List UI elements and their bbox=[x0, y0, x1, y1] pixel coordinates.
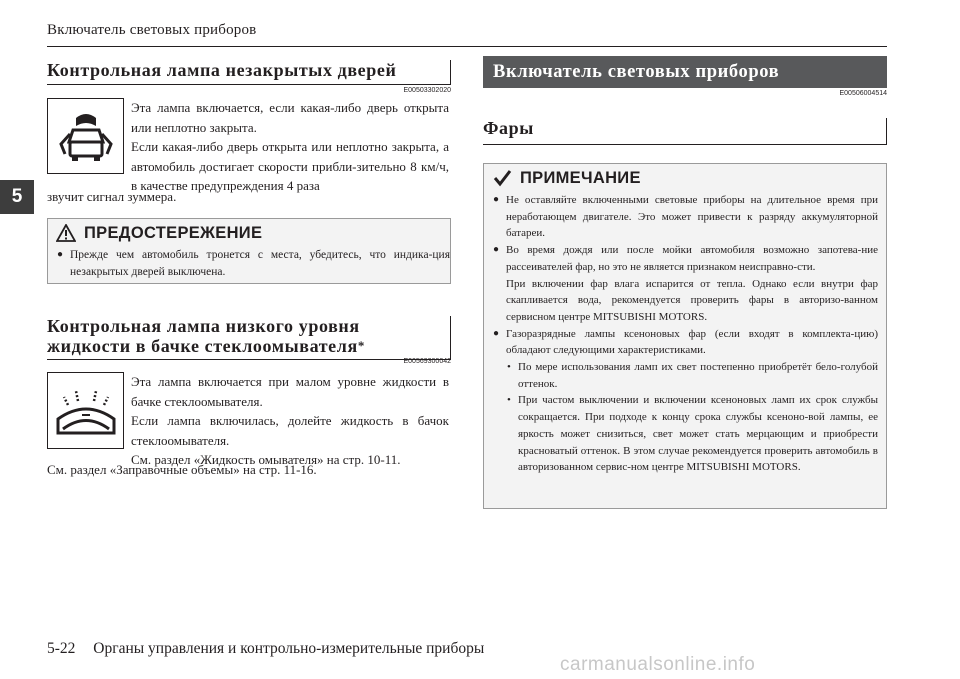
note-check-icon bbox=[492, 168, 512, 188]
note-header bbox=[484, 164, 886, 192]
page-footer bbox=[47, 640, 484, 658]
warning-item: ● Прежде чем автомобиль тронется с места, убедитесь, что индика-ция незакрытых дверей выключена. bbox=[48, 247, 450, 280]
running-header: Включатель световых приборов bbox=[47, 22, 257, 38]
note-item-2-continued: При включении фар влага испарится от тепла. Однако если внутри фар скапливается вода, рекомендуется проверить фары в авторизо-ванном сервисном центре MITSUBISHI MOTORS. bbox=[506, 277, 878, 323]
washer-fluid-icon bbox=[47, 372, 124, 449]
headlights-subsection-title: Фары bbox=[483, 118, 887, 145]
note-heading: ПРИМЕЧАНИЕ bbox=[520, 168, 641, 187]
door-lamp-text-part1: Эта лампа включается, если какая-либо дверь открыта или неплотно закрыта. Если какая-либо дверь открыта или неплотно закрыта, а автомобиль достигает скорости прибли-зительно 8 км/ч, в качестве предупреждения 4 раза bbox=[131, 100, 449, 194]
door-lamp-text-part2: звучит сигнал зуммера. bbox=[47, 189, 177, 204]
door-ajar-icon bbox=[47, 98, 124, 174]
warning-header bbox=[48, 219, 450, 247]
note-subitem-1: • По мере использования ламп их свет постепенно приобретёт бело-голубой оттенок. bbox=[484, 359, 878, 392]
washer-lamp-section-code: E00569300042 bbox=[403, 358, 451, 365]
note-box bbox=[483, 163, 887, 509]
door-lamp-section-code: E00503302020 bbox=[403, 87, 451, 94]
warning-heading: ПРЕДОСТЕРЕЖЕНИЕ bbox=[84, 223, 263, 242]
washer-lamp-section-title: Контрольная лампа низкого уровня жидкости в бачке стеклоомывателя* bbox=[47, 316, 451, 360]
door-lamp-section-title: Контрольная лампа незакрытых дверей bbox=[47, 60, 451, 85]
note-item-1: ● Не оставляйте включенными световые приборы на длительное время при неработающем двигателе. Это может привести к разряду аккумуляторной батареи. bbox=[484, 192, 878, 242]
note-subitem-2: • При частом выключении и включении ксеноновых ламп их срок службы сокращается. При подходе к концу срока службы ксеноно-вой лампы, ее яркость может снизиться, свет может стать мерцающим и приобрести красноватый оттенок. В этом случае рекомендуется проверить автомобиль в авторизованном сервис-ном центре MITSUBISHI MOTORS. bbox=[484, 392, 878, 476]
lighting-switch-section-code: E00506004514 bbox=[839, 90, 887, 97]
warning-triangle-icon bbox=[56, 224, 76, 242]
lighting-switch-section-title: Включатель световых приборов bbox=[483, 56, 887, 88]
page-number: 5-22 bbox=[47, 640, 76, 657]
watermark: carmanualsonline.info bbox=[560, 654, 756, 675]
note-item-3: ● Газоразрядные лампы ксеноновых фар (если входят в комплекта-цию) обладают следующими характеристиками. bbox=[484, 326, 878, 359]
header-divider bbox=[47, 46, 887, 47]
chapter-tab: 5 bbox=[0, 180, 34, 214]
warning-box bbox=[47, 218, 451, 284]
footer-chapter-title: Органы управления и контрольно-измерительные приборы bbox=[93, 640, 485, 657]
washer-lamp-text-part2: См. раздел «Заправочные объемы» на стр. 11-16. bbox=[47, 462, 317, 477]
washer-lamp-text-part1: Эта лампа включается при малом уровне жидкости в бачке стеклоомывателя. Если лампа включилась, долейте жидкость в бачок стеклоомывателя. См. раздел «Жидкость омывателя» на стр. 10-11. bbox=[131, 374, 449, 468]
note-item-2: ● Во время дождя или после мойки автомобиля возможно запотева-ние рассеивателей фар, но это не является признаком неисправно-сти. bbox=[484, 242, 878, 275]
